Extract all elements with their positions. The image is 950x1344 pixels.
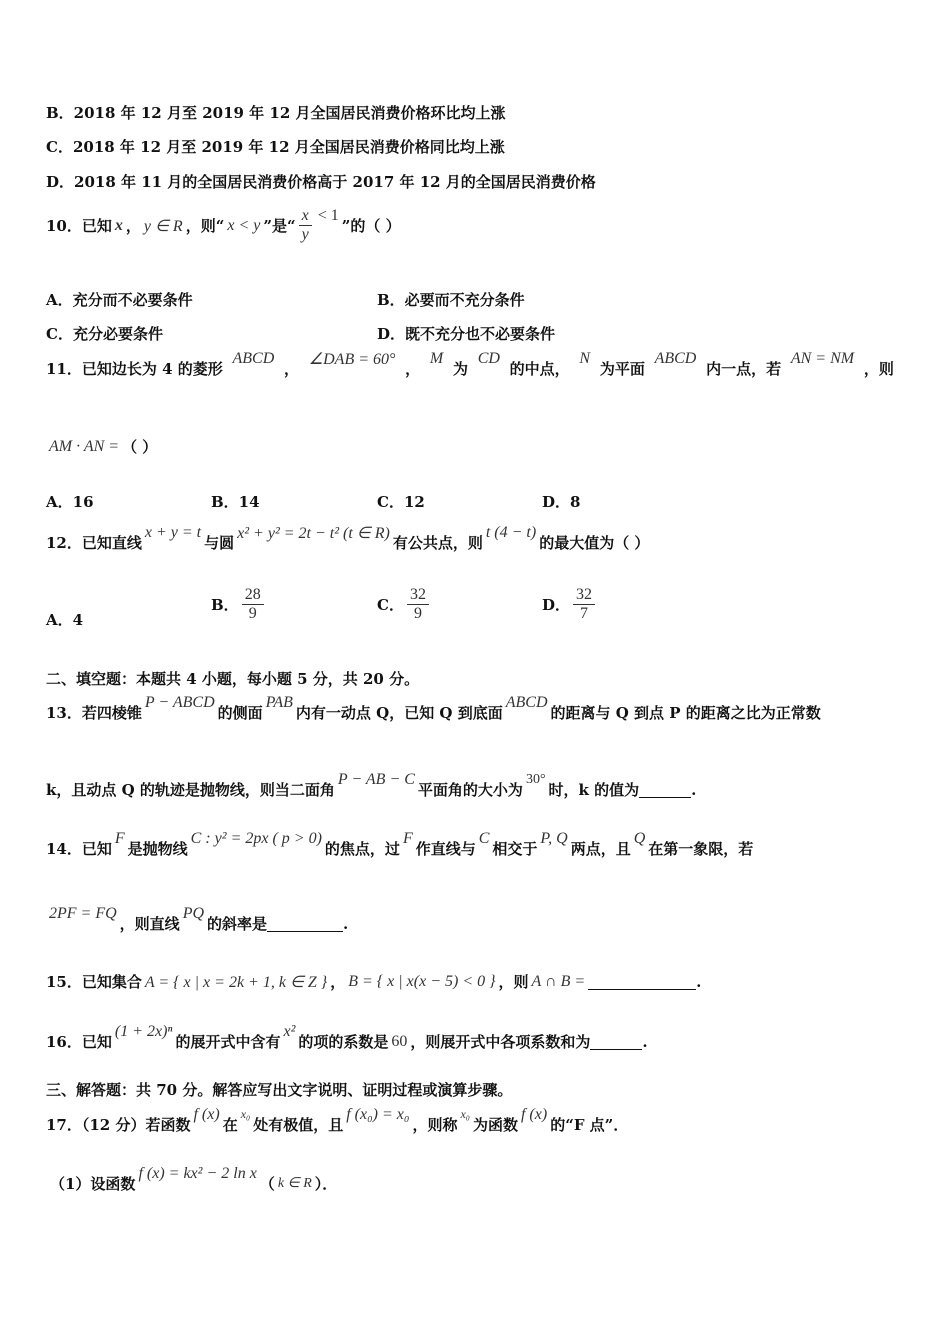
- q12-option-c: C． $\frac{32}{9}$: [377, 586, 432, 623]
- q10-option-d: D．既不充分也不必要条件: [377, 325, 556, 343]
- question-11: 11．已知边长为 4 的菱形 ABCD ， ∠DAB = 60° ， M 为 CD 的中点， N 为平面 ABCD 内一点，若 AN = NM ，则: [46, 349, 894, 378]
- q17-part-1: （1）设函数 f (x) = kx² − 2 ln x （ k ∈ R ）．: [50, 1164, 338, 1193]
- question-13: 13．若四棱锥 P − ABCD 的侧面 PAB 内有一动点 Q，已知 Q 到底面 ABCD 的距离与 Q 到点 P 的距离之比为正常数: [46, 693, 821, 722]
- q10-option-a: A．充分而不必要条件: [46, 291, 193, 309]
- q10-fraction: $\frac{x}{y}$: [296, 207, 315, 244]
- q13-line-2: k，且动点 Q 的轨迹是抛物线，则当二面角 P − AB − C 平面角的大小为 30° 时，k 的值为 .: [46, 770, 697, 799]
- question-15: 15．已知集合 A = { x | x = 2k + 1, k ∈ Z } ， B = { x | x(x − 5) < 0 } ，则 A ∩ B = .: [46, 972, 702, 991]
- q10-option-b: B．必要而不充分条件: [377, 291, 525, 309]
- q15-answer-blank[interactable]: [588, 973, 696, 990]
- q9-option-c: C．2018 年 12 月至 2019 年 12 月全国居民消费价格同比均上涨: [46, 138, 505, 156]
- q12-option-b: B． $\frac{28}{9}$: [211, 586, 267, 623]
- q9-option-d: D．2018 年 11 月的全国居民消费价格高于 2017 年 12 月的全国居民消费价格: [46, 173, 596, 191]
- q14-line-2: 2PF = FQ ，则直线 PQ 的斜率是 .: [49, 904, 349, 933]
- question-12: 12．已知直线 x + y = t 与圆 x² + y² = 2t − t² (t ∈ R) 有公共点，则 t (4 − t) 的最大值为（ ）: [46, 523, 650, 552]
- q14-answer-blank[interactable]: [267, 915, 343, 932]
- question-17: 17．（12 分）若函数 f (x) 在 x₀ 处有极值，且 f (x₀) = x₀ ，则称 x₀ 为函数 f (x) 的“F 点”．: [46, 1105, 629, 1134]
- section-3-heading: 三、解答题：共 70 分。解答应写出文字说明、证明过程或演算步骤。: [46, 1081, 513, 1099]
- q12-option-c-fraction: $\frac{32}{9}$: [404, 586, 432, 623]
- q10-option-c: C．充分必要条件: [46, 325, 163, 343]
- q13-answer-blank[interactable]: [639, 781, 691, 798]
- q11-line-2: AM · AN = （ ）: [49, 437, 158, 456]
- question-14: 14．已知 F 是抛物线 C : y² = 2px ( p > 0) 的焦点，过 F 作直线与 C 相交于 P, Q 两点，且 Q 在第一象限，若: [46, 829, 754, 858]
- q12-option-a: A．4: [46, 611, 84, 629]
- question-10: 10．已知 x ， y ∈ R ，则“ x < y ”是“ $\frac{x}{y}$ < 1 ”的（ ）: [46, 206, 401, 243]
- q11-option-c: C．12: [377, 493, 425, 511]
- q12-option-b-fraction: $\frac{28}{9}$: [239, 586, 267, 623]
- question-16: 16．已知 (1 + 2x)ⁿ 的展开式中含有 x² 的项的系数是 60 ，则展开式中各项系数和为 .: [46, 1022, 648, 1051]
- q16-answer-blank[interactable]: [590, 1033, 642, 1050]
- q11-option-b: B．14: [211, 493, 260, 511]
- q12-option-d-fraction: $\frac{32}{7}$: [570, 586, 598, 623]
- q12-option-d: D． $\frac{32}{7}$: [542, 586, 598, 623]
- q11-option-d: D．8: [542, 493, 581, 511]
- q9-option-b: B．2018 年 12 月至 2019 年 12 月全国居民消费价格环比均上涨: [46, 104, 506, 122]
- section-2-heading: 二、填空题：本题共 4 小题，每小题 5 分，共 20 分。: [46, 670, 420, 688]
- q11-option-a: A．16: [46, 493, 94, 511]
